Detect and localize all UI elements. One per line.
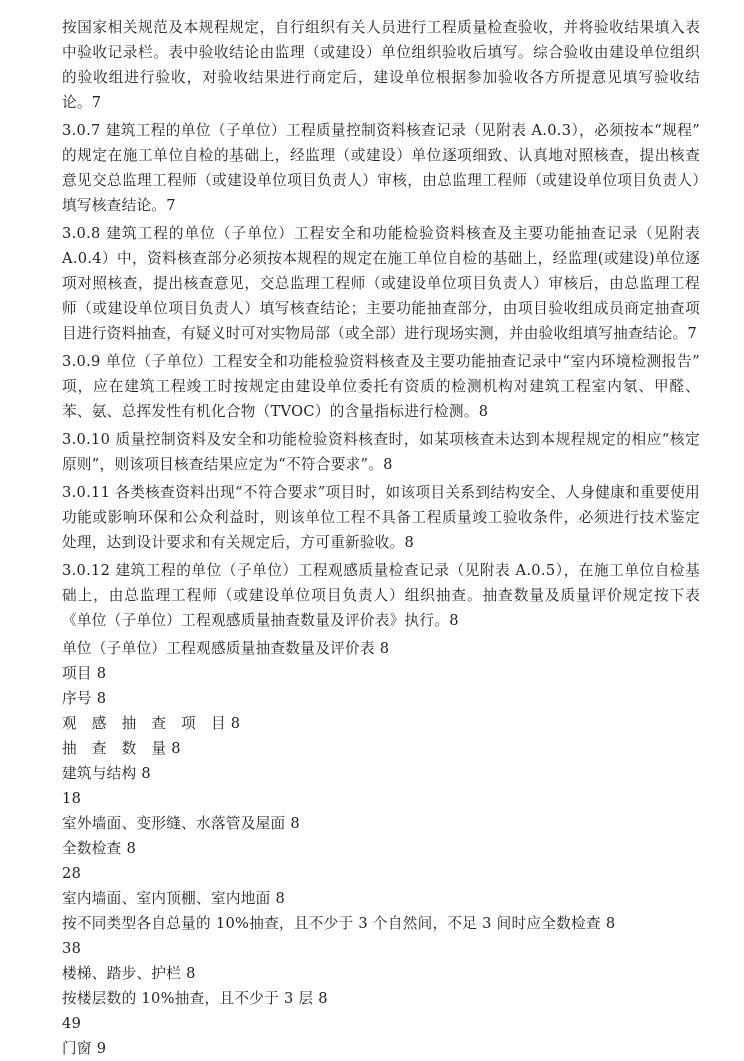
paragraph-3-0-9: 3.0.9 单位（子单位）工程安全和功能检验资料核查及主要功能抽查记录中“室内环境检测报告”项，应在建筑工程竣工时按规定由建设单位委托有资质的检测机构对建筑工程室内氡、甲醛、苯、氨、总挥发性有机化合物（TVOC）的含量指标进行检测。8 (62, 353, 700, 420)
paragraph-3-0-12: 3.0.12 建筑工程的单位（子单位）工程观感质量检查记录（见附表 A.0.5），在施工单位自检基础上，由总监理工程师（或建设单位项目负责人）组织抽查。抽查数量及质量评价规定按下表《单位（子单位）工程观感质量抽查数量及评价表》执行。8 (62, 562, 700, 629)
table-line-project-header: 项目 8 (62, 665, 107, 682)
paragraph-intro-acceptance: 按国家相关规范及本规程规定，自行组织有关人员进行工程质量检查验收，并将验收结果填入表中验收记录栏。表中验收结论由监理（或建设）单位组织验收后填写。综合验收由建设单位组织的验收组进行验收，对验收结果进行商定后，建设单位根据参加验收各方所提意见填写验收结论。7 (62, 19, 700, 111)
table-line-row2-number: 28 (62, 865, 82, 882)
table-line-row3-item: 楼梯、踏步、护栏 8 (62, 965, 196, 982)
table-line-row4-item: 门窗 9 (62, 1040, 107, 1057)
table-line-serial-header: 序号 8 (62, 690, 107, 707)
table-line-row1-number: 18 (62, 790, 82, 807)
table-line-row2-item: 室内墙面、室内顶棚、室内地面 8 (62, 890, 286, 907)
paragraph-3-0-7: 3.0.7 建筑工程的单位（子单位）工程质量控制资料核查记录（见附表 A.0.3），必须按本“规程”的规定在施工单位自检的基础上，经监理（或建设）单位逐项细致、认真地对照核查，提出核查意见交总监理工程师（或建设单位项目负责人）审核，由总监理工程师（或建设单位项目负责人）填写核查结论。7 (62, 122, 700, 214)
table-line-row2-quantity: 按不同类型各自总量的 10%抽查，且不少于 3 个自然间，不足 3 间时应全数检查 8 (62, 915, 616, 932)
table-title: 单位（子单位）工程观感质量抽查数量及评价表 8 (62, 640, 390, 657)
table-line-row1-item: 室外墙面、变形缝、水落管及屋面 8 (62, 815, 300, 832)
paragraph-3-0-8: 3.0.8 建筑工程的单位（子单位）工程安全和功能检验资料核查及主要功能抽查记录（见附表 A.0.4）中，资料核查部分必须按本规程的规定在施工单位自检的基础上，经监理(或建设)单位逐项对照核查，提出核查意见，交总监理工程师（或建设单位项目负责人）审核后，由总监理工程师（或建设单位项目负责人）填写核查结论；主要功能抽查部分，由项目验收组成员商定抽查项目进行资料抽查，有疑义时可对实物局部（或全部）进行现场实测，并由验收组填写抽查结论。7 (62, 225, 705, 342)
paragraph-3-0-10: 3.0.10 质量控制资料及安全和功能检验资料核查时，如某项核查未达到本规程规定的相应“核定原则”，则该项目核查结果应定为“不符合要求”。8 (62, 431, 700, 473)
table-line-inspection-item-header: 观 感 抽 查 项 目 8 (62, 715, 241, 732)
paragraph-3-0-11: 3.0.11 各类核查资料出现“不符合要求”项目时，如该项目关系到结构安全、人身健康和重要使用功能或影响环保和公众利益时，则该单位工程不具备工程质量竣工验收条件，必须进行技术鉴定处理，达到设计要求和有关规定后，方可重新验收。8 (62, 484, 700, 551)
table-line-building-structure: 建筑与结构 8 (62, 765, 151, 782)
table-line-row3-quantity: 按楼层数的 10%抽查，且不少于 3 层 8 (62, 990, 328, 1007)
table-line-row3-number: 38 (62, 940, 82, 957)
table-line-sample-quantity-header: 抽 查 数 量 8 (62, 740, 181, 757)
table-line-row1-quantity: 全数检查 8 (62, 840, 137, 857)
table-line-row4-number: 49 (62, 1015, 82, 1032)
